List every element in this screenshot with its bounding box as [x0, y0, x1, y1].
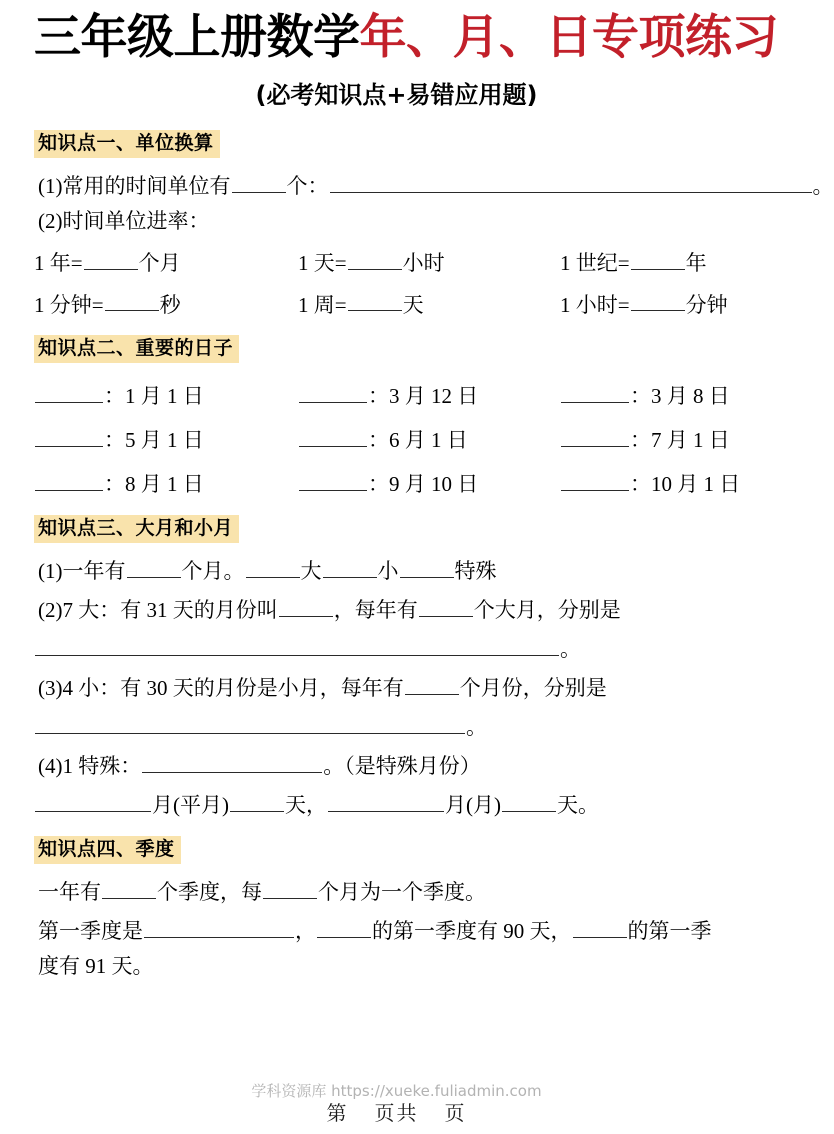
q33-a: (3)4 小：有 30 天的月份是小月，每年有	[38, 676, 404, 700]
blank-field[interactable]	[232, 172, 286, 193]
question-4-3: 度有 91 天。	[38, 953, 154, 978]
q31-a: (1)一年有	[38, 559, 126, 584]
conversion-rhs: 秒	[159, 292, 181, 317]
q33-b: 个月份，分别是	[459, 676, 607, 700]
blank-field[interactable]	[419, 596, 473, 617]
blank-field[interactable]	[317, 917, 371, 938]
conversion-rhs: 年	[685, 250, 707, 275]
q34-b: 。（是特殊月份）	[323, 753, 481, 778]
question-3-4	[34, 752, 759, 777]
q32-c: 个大月，分别是	[473, 598, 621, 623]
q31-d: 小	[377, 559, 399, 584]
date-label: ：3 月 12 日	[368, 384, 479, 409]
blank-field[interactable]	[631, 249, 685, 270]
blank-field[interactable]	[246, 557, 300, 578]
blank-field[interactable]	[35, 426, 103, 447]
conversion-lhs: 1 小时=	[560, 292, 630, 317]
conversion-rhs: 个月	[138, 250, 181, 275]
section-heading-unit-conversion	[34, 130, 759, 158]
section-heading-important-days	[34, 335, 759, 363]
conversion-item	[298, 249, 560, 274]
blank-field[interactable]	[142, 752, 322, 773]
blank-field[interactable]	[561, 470, 629, 491]
section-heading-label: 知识点二、重要的日子	[34, 335, 239, 363]
blank-field[interactable]	[105, 291, 159, 312]
question-4-2	[34, 917, 759, 942]
conversion-item	[34, 249, 298, 274]
question-3-2	[34, 596, 759, 621]
blank-field[interactable]	[561, 382, 629, 403]
page-title	[34, 10, 778, 65]
section-heading-label: 知识点三、大月和小月	[34, 515, 239, 543]
q42-d: 的第一季	[627, 918, 712, 943]
question-3-5	[34, 791, 759, 816]
date-item	[34, 426, 298, 451]
q42-b: ，	[295, 918, 316, 943]
conversion-lhs: 1 分钟=	[34, 292, 104, 317]
page-mid: 页共	[374, 1103, 419, 1125]
page-number-footer	[0, 1097, 793, 1126]
question-3-3-answer-line	[34, 713, 759, 738]
blank-field[interactable]	[299, 426, 367, 447]
title-black-part: 三年级上册数学	[34, 10, 360, 65]
conversion-item	[560, 291, 759, 316]
conversion-lhs: 1 天=	[298, 250, 347, 275]
question-3-1	[34, 557, 759, 582]
blank-field[interactable]	[328, 791, 444, 812]
q31-e: 特殊	[454, 559, 497, 584]
q33-end: 。	[466, 714, 487, 739]
conversion-lhs: 1 周=	[298, 292, 347, 317]
title-red-part: 年、月、日专项练习	[359, 10, 778, 65]
date-item	[34, 470, 298, 495]
blank-field[interactable]	[330, 172, 812, 193]
blank-field[interactable]	[405, 674, 459, 695]
date-item	[560, 426, 759, 451]
q35-c: 月(月)	[445, 792, 501, 817]
conversion-item	[560, 249, 759, 274]
blank-field[interactable]	[348, 249, 402, 270]
conversion-rhs: 小时	[402, 250, 445, 275]
blank-field[interactable]	[263, 878, 317, 899]
blank-field[interactable]	[35, 791, 151, 812]
q41-b: 个季度，每	[157, 879, 262, 904]
q42-c: 的第一季度有 90 天，	[372, 918, 572, 943]
date-label: ：9 月 10 日	[368, 472, 479, 497]
conversion-lhs: 1 世纪=	[560, 250, 630, 275]
q35-d: 天。	[557, 792, 599, 817]
page-subtitle: (必考知识点+易错应用题)	[255, 80, 538, 109]
q35-b: 天，	[285, 792, 327, 817]
question-1-1	[34, 172, 834, 198]
question-3-2-answer-line	[34, 635, 759, 660]
date-label: ：8 月 1 日	[104, 472, 204, 497]
q1-suffix: 。	[812, 173, 834, 198]
blank-field[interactable]	[279, 596, 333, 617]
q1-prefix: (1)常用的时间单位有	[38, 173, 231, 198]
conversion-lhs: 1 年=	[34, 250, 83, 275]
blank-field[interactable]	[35, 635, 559, 656]
blank-field[interactable]	[102, 878, 156, 899]
blank-field[interactable]	[35, 470, 103, 491]
blank-field[interactable]	[230, 791, 284, 812]
date-label: ：7 月 1 日	[630, 428, 730, 453]
section-heading-big-small-months	[34, 515, 759, 543]
page-suffix: 页	[444, 1103, 467, 1125]
dates-row-1	[34, 382, 759, 407]
date-item	[298, 470, 560, 495]
q32-end: 。	[560, 637, 581, 662]
q1-mid: 个：	[286, 173, 329, 198]
date-label: ：1 月 1 日	[104, 384, 204, 409]
date-label: ：5 月 1 日	[104, 428, 204, 453]
date-label: ：3 月 8 日	[630, 384, 730, 409]
blank-field[interactable]	[144, 917, 294, 938]
section-heading-label: 知识点一、单位换算	[34, 130, 220, 158]
question-1-2-label: (2)时间单位进率：	[38, 208, 210, 233]
blank-field[interactable]	[400, 557, 454, 578]
blank-field[interactable]	[348, 291, 402, 312]
q31-b: 个月。	[181, 559, 245, 584]
date-item	[34, 382, 298, 407]
date-label: ：6 月 1 日	[368, 428, 468, 453]
date-label: ：10 月 1 日	[630, 472, 741, 497]
q35-a: 月(平月)	[152, 792, 229, 817]
date-item	[560, 470, 759, 495]
section-heading-quarters	[34, 836, 759, 864]
q42-a: 第一季度是	[38, 918, 143, 943]
dates-row-3	[34, 470, 759, 495]
blank-field[interactable]	[84, 249, 138, 270]
blank-field[interactable]	[35, 382, 103, 403]
conversion-item	[34, 291, 298, 316]
conversion-rhs: 分钟	[685, 292, 728, 317]
q34-a: (4)1 特殊：	[38, 753, 142, 778]
question-3-3	[34, 674, 759, 699]
question-4-1	[34, 878, 759, 903]
blank-field[interactable]	[35, 713, 465, 734]
q31-c: 大	[300, 559, 322, 584]
section-heading-label: 知识点四、季度	[34, 836, 181, 864]
q41-c: 个月为一个季度。	[318, 879, 486, 904]
conversion-row-2	[34, 291, 759, 316]
date-item	[560, 382, 759, 407]
q32-b: ，每年有	[333, 598, 418, 623]
blank-field[interactable]	[502, 791, 556, 812]
conversion-row-1	[34, 249, 759, 274]
blank-field[interactable]	[573, 917, 627, 938]
blank-field[interactable]	[127, 557, 181, 578]
date-item	[298, 382, 560, 407]
dates-row-2	[34, 426, 759, 451]
date-item	[298, 426, 560, 451]
blank-field[interactable]	[299, 470, 367, 491]
blank-field[interactable]	[561, 426, 629, 447]
worksheet-page	[0, 10, 834, 1134]
conversion-rhs: 天	[402, 292, 424, 317]
conversion-item	[298, 291, 560, 316]
q41-a: 一年有	[38, 879, 101, 904]
page-prefix: 第	[326, 1103, 349, 1125]
blank-field[interactable]	[631, 291, 685, 312]
watermark-text: 学科资源库 https://xueke.fuliadmin.com	[251, 1082, 542, 1100]
blank-field[interactable]	[323, 557, 377, 578]
q32-a: (2)7 大：有 31 天的月份叫	[38, 598, 278, 623]
blank-field[interactable]	[299, 382, 367, 403]
